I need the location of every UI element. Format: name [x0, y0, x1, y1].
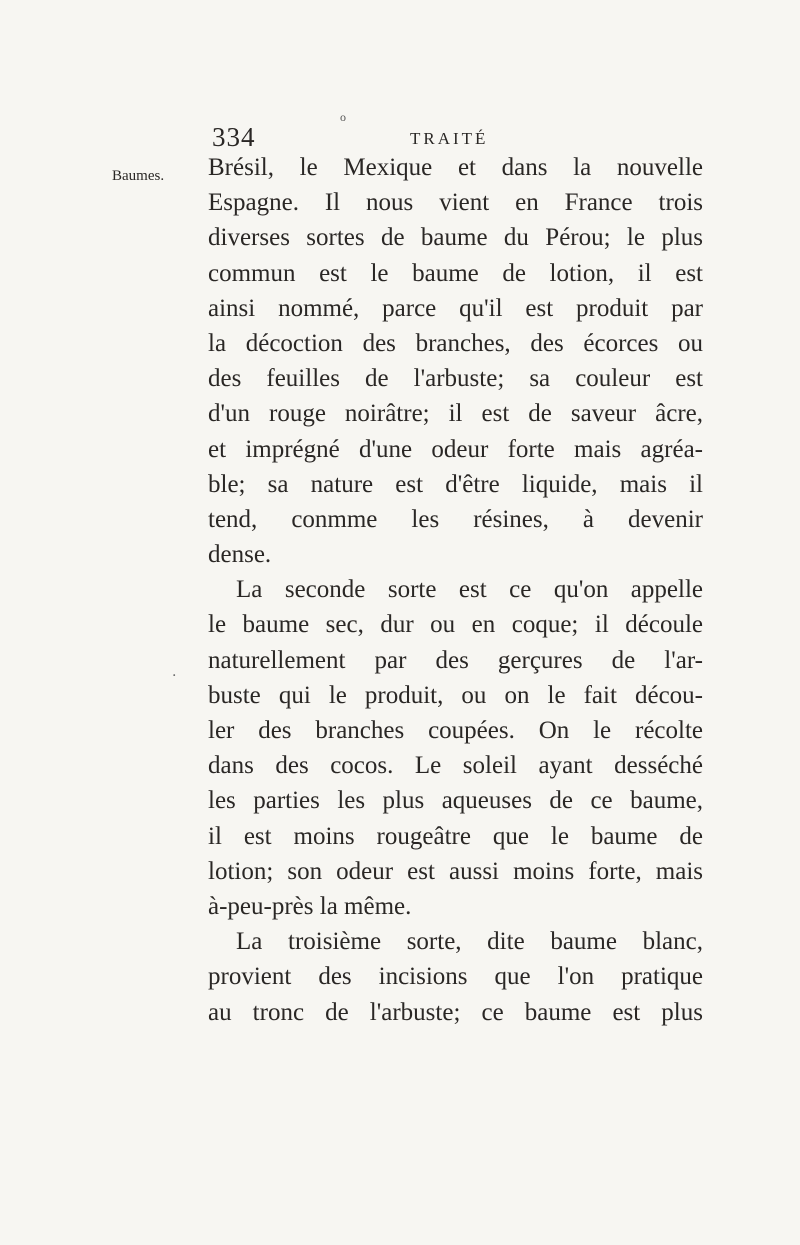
text-line: ler des branches coupées. On le récolte [208, 717, 703, 744]
text-line: lotion; son odeur est aussi moins forte, mais [208, 857, 703, 885]
paragraph-2 [208, 572, 703, 924]
running-title: TRAITÉ [410, 129, 489, 148]
text-line: ainsi nommé, parce qu'il est produit par [208, 294, 703, 322]
text-line: diverses sortes de baume du Pérou; le plus [208, 224, 703, 252]
body-text [208, 150, 703, 1030]
text-line: le baume sec, dur ou en coque; il découle [208, 611, 703, 639]
text-line: des feuilles de l'arbuste; sa couleur est [208, 365, 703, 393]
text-line: il est moins rougeâtre que le baume de [208, 822, 703, 850]
text-line: Espagne. Il nous vient en France trois [208, 189, 703, 217]
text-line: les parties les plus aqueuses de ce baume, [208, 787, 703, 815]
text-line: Brésil, le Mexique et dans la nouvelle [208, 154, 703, 181]
text-line: la décoction des branches, des écorces ou [208, 329, 703, 357]
stray-mark: · [172, 668, 177, 684]
text-line: et imprégné d'une odeur forte mais agréa- [208, 435, 703, 463]
text-line: provient des incisions que l'on pratique [208, 963, 703, 991]
text-line: à-peu-près la même. [208, 892, 412, 920]
text-line: buste qui le produit, ou on le fait décou- [208, 681, 703, 709]
text-line: naturellement par des gerçures de l'ar- [208, 646, 703, 674]
ornament-mark: o [340, 110, 346, 124]
text-line: La troisième sorte, dite baume blanc, [236, 928, 703, 956]
text-line: d'un rouge noirâtre; il est de saveur âcre, [208, 400, 703, 428]
paragraph-1 [208, 150, 703, 572]
text-line: dense. [208, 541, 272, 569]
paragraph-3 [208, 924, 703, 1030]
text-line: au tronc de l'arbuste; ce baume est plus [208, 998, 703, 1026]
text-line: commun est le baume de lotion, il est [208, 259, 703, 287]
text-line: dans des cocos. Le soleil ayant desséché [208, 752, 703, 780]
page-number: 334 [212, 122, 256, 152]
text-line: La seconde sorte est ce qu'on appelle [236, 576, 703, 604]
text-line: tend, conmme les résines, à devenir [208, 505, 703, 533]
text-line: ble; sa nature est d'être liquide, mais il [208, 470, 703, 498]
margin-note: Baumes. [112, 168, 165, 184]
